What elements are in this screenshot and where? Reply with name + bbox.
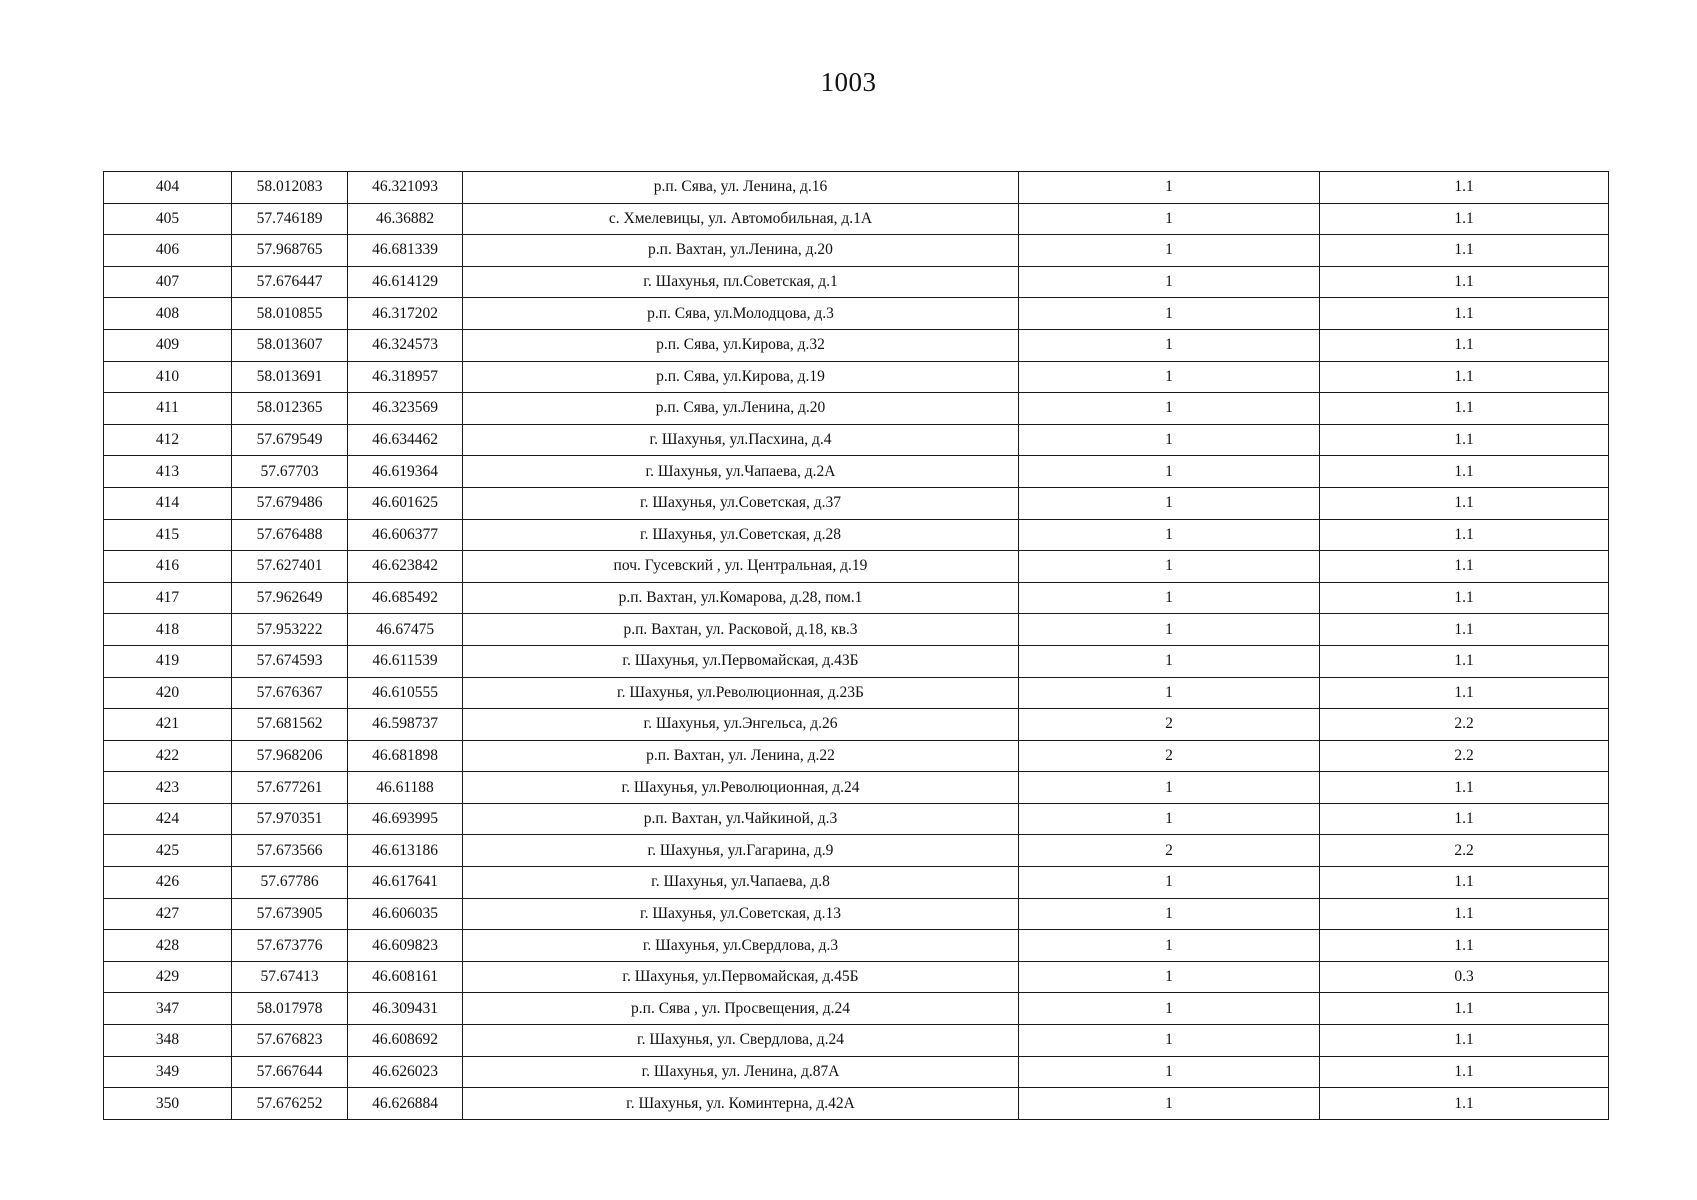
quantity-cell: 1 (1019, 519, 1320, 551)
volume-cell: 1.1 (1320, 235, 1609, 267)
quantity-cell: 1 (1019, 393, 1320, 425)
volume-cell: 1.1 (1320, 614, 1609, 646)
latitude-cell: 58.013691 (232, 361, 348, 393)
address-cell: г. Шахунья, ул. Свердлова, д.24 (463, 1025, 1019, 1057)
table-row (104, 393, 1609, 425)
latitude-cell: 57.673566 (232, 835, 348, 867)
quantity-cell: 1 (1019, 1088, 1320, 1120)
address-cell: г. Шахунья, ул. Коминтерна, д.42А (463, 1088, 1019, 1120)
latitude-cell: 57.676488 (232, 519, 348, 551)
quantity-cell: 1 (1019, 898, 1320, 930)
table-row (104, 740, 1609, 772)
longitude-cell: 46.608161 (348, 961, 463, 993)
row-number-cell: 405 (104, 203, 232, 235)
quantity-cell: 2 (1019, 740, 1320, 772)
row-number-cell: 421 (104, 709, 232, 741)
address-cell: г. Шахунья, ул.Чапаева, д.8 (463, 867, 1019, 899)
latitude-cell: 57.746189 (232, 203, 348, 235)
volume-cell: 1.1 (1320, 329, 1609, 361)
quantity-cell: 1 (1019, 203, 1320, 235)
latitude-cell: 58.017978 (232, 993, 348, 1025)
longitude-cell: 46.626023 (348, 1056, 463, 1088)
longitude-cell: 46.598737 (348, 709, 463, 741)
longitude-cell: 46.324573 (348, 329, 463, 361)
row-number-cell: 347 (104, 993, 232, 1025)
address-cell: р.п. Сява, ул.Кирова, д.32 (463, 329, 1019, 361)
table-row (104, 867, 1609, 899)
table-row (104, 487, 1609, 519)
quantity-cell: 1 (1019, 172, 1320, 204)
row-number-cell: 408 (104, 298, 232, 330)
row-number-cell: 418 (104, 614, 232, 646)
row-number-cell: 419 (104, 645, 232, 677)
volume-cell: 1.1 (1320, 772, 1609, 804)
table-row (104, 993, 1609, 1025)
volume-cell: 1.1 (1320, 172, 1609, 204)
table-row (104, 424, 1609, 456)
latitude-cell: 58.013607 (232, 329, 348, 361)
table-row (104, 298, 1609, 330)
volume-cell: 0.3 (1320, 961, 1609, 993)
table-row (104, 930, 1609, 962)
row-number-cell: 429 (104, 961, 232, 993)
table-row (104, 235, 1609, 267)
row-number-cell: 410 (104, 361, 232, 393)
longitude-cell: 46.685492 (348, 582, 463, 614)
volume-cell: 1.1 (1320, 393, 1609, 425)
latitude-cell: 57.968206 (232, 740, 348, 772)
volume-cell: 1.1 (1320, 203, 1609, 235)
quantity-cell: 1 (1019, 424, 1320, 456)
volume-cell: 1.1 (1320, 266, 1609, 298)
table-row (104, 961, 1609, 993)
quantity-cell: 2 (1019, 835, 1320, 867)
quantity-cell: 1 (1019, 614, 1320, 646)
table-body (104, 172, 1609, 1120)
latitude-cell: 57.676252 (232, 1088, 348, 1120)
volume-cell: 2.2 (1320, 835, 1609, 867)
longitude-cell: 46.634462 (348, 424, 463, 456)
latitude-cell: 57.679486 (232, 487, 348, 519)
row-number-cell: 416 (104, 551, 232, 583)
quantity-cell: 1 (1019, 361, 1320, 393)
volume-cell: 1.1 (1320, 898, 1609, 930)
address-cell: г. Шахунья, ул.Первомайская, д.43Б (463, 645, 1019, 677)
address-cell: г. Шахунья, ул.Гагарина, д.9 (463, 835, 1019, 867)
volume-cell: 1.1 (1320, 361, 1609, 393)
table-row (104, 1056, 1609, 1088)
address-cell: р.п. Вахтан, ул. Ленина, д.22 (463, 740, 1019, 772)
quantity-cell: 1 (1019, 645, 1320, 677)
row-number-cell: 406 (104, 235, 232, 267)
latitude-cell: 57.970351 (232, 803, 348, 835)
latitude-cell: 57.679549 (232, 424, 348, 456)
address-cell: г. Шахунья, ул.Пасхина, д.4 (463, 424, 1019, 456)
address-cell: р.п. Вахтан, ул.Чайкиной, д.3 (463, 803, 1019, 835)
volume-cell: 1.1 (1320, 424, 1609, 456)
address-cell: г. Шахунья, ул.Революционная, д.23Б (463, 677, 1019, 709)
address-cell: р.п. Вахтан, ул. Расковой, д.18, кв.3 (463, 614, 1019, 646)
address-cell: г. Шахунья, ул.Чапаева, д.2А (463, 456, 1019, 488)
longitude-cell: 46.606035 (348, 898, 463, 930)
longitude-cell: 46.36882 (348, 203, 463, 235)
table-row (104, 456, 1609, 488)
longitude-cell: 46.317202 (348, 298, 463, 330)
latitude-cell: 57.673776 (232, 930, 348, 962)
volume-cell: 1.1 (1320, 677, 1609, 709)
address-cell: г. Шахунья, ул.Революционная, д.24 (463, 772, 1019, 804)
address-cell: г. Шахунья, ул.Свердлова, д.3 (463, 930, 1019, 962)
address-cell: г. Шахунья, ул. Ленина, д.87А (463, 1056, 1019, 1088)
table-row (104, 709, 1609, 741)
quantity-cell: 1 (1019, 961, 1320, 993)
row-number-cell: 424 (104, 803, 232, 835)
longitude-cell: 46.606377 (348, 519, 463, 551)
latitude-cell: 57.674593 (232, 645, 348, 677)
volume-cell: 1.1 (1320, 645, 1609, 677)
longitude-cell: 46.309431 (348, 993, 463, 1025)
table-row (104, 361, 1609, 393)
table-row (104, 614, 1609, 646)
table-row (104, 172, 1609, 204)
quantity-cell: 1 (1019, 677, 1320, 709)
volume-cell: 1.1 (1320, 1056, 1609, 1088)
address-cell: р.п. Сява, ул.Кирова, д.19 (463, 361, 1019, 393)
longitude-cell: 46.67475 (348, 614, 463, 646)
longitude-cell: 46.626884 (348, 1088, 463, 1120)
longitude-cell: 46.601625 (348, 487, 463, 519)
latitude-cell: 57.673905 (232, 898, 348, 930)
latitude-cell: 58.010855 (232, 298, 348, 330)
address-cell: г. Шахунья, ул.Советская, д.28 (463, 519, 1019, 551)
table-row (104, 803, 1609, 835)
page-number: 1003 (820, 67, 877, 97)
longitude-cell: 46.681339 (348, 235, 463, 267)
address-cell: г. Шахунья, ул.Первомайская, д.45Б (463, 961, 1019, 993)
table-row (104, 582, 1609, 614)
quantity-cell: 1 (1019, 329, 1320, 361)
longitude-cell: 46.681898 (348, 740, 463, 772)
volume-cell: 1.1 (1320, 1025, 1609, 1057)
volume-cell: 1.1 (1320, 456, 1609, 488)
row-number-cell: 422 (104, 740, 232, 772)
address-cell: р.п. Вахтан, ул.Ленина, д.20 (463, 235, 1019, 267)
table-row (104, 551, 1609, 583)
latitude-cell: 57.962649 (232, 582, 348, 614)
quantity-cell: 1 (1019, 803, 1320, 835)
table-row (104, 898, 1609, 930)
address-cell: р.п. Вахтан, ул.Комарова, д.28, пом.1 (463, 582, 1019, 614)
latitude-cell: 57.953222 (232, 614, 348, 646)
latitude-cell: 57.681562 (232, 709, 348, 741)
quantity-cell: 1 (1019, 456, 1320, 488)
row-number-cell: 415 (104, 519, 232, 551)
volume-cell: 1.1 (1320, 803, 1609, 835)
address-cell: г. Шахунья, пл.Советская, д.1 (463, 266, 1019, 298)
table-row (104, 1025, 1609, 1057)
longitude-cell: 46.608692 (348, 1025, 463, 1057)
latitude-cell: 57.968765 (232, 235, 348, 267)
latitude-cell: 58.012083 (232, 172, 348, 204)
latitude-cell: 57.676447 (232, 266, 348, 298)
quantity-cell: 1 (1019, 867, 1320, 899)
longitude-cell: 46.617641 (348, 867, 463, 899)
table-row (104, 203, 1609, 235)
volume-cell: 1.1 (1320, 519, 1609, 551)
address-cell: р.п. Сява, ул. Ленина, д.16 (463, 172, 1019, 204)
latitude-cell: 57.676823 (232, 1025, 348, 1057)
volume-cell: 1.1 (1320, 551, 1609, 583)
quantity-cell: 1 (1019, 266, 1320, 298)
latitude-cell: 58.012365 (232, 393, 348, 425)
longitude-cell: 46.619364 (348, 456, 463, 488)
volume-cell: 2.2 (1320, 709, 1609, 741)
row-number-cell: 414 (104, 487, 232, 519)
table-row (104, 677, 1609, 709)
table-row (104, 519, 1609, 551)
volume-cell: 1.1 (1320, 867, 1609, 899)
longitude-cell: 46.693995 (348, 803, 463, 835)
table-row (104, 835, 1609, 867)
row-number-cell: 413 (104, 456, 232, 488)
address-cell: р.п. Сява, ул.Молодцова, д.3 (463, 298, 1019, 330)
table-row (104, 772, 1609, 804)
quantity-cell: 1 (1019, 298, 1320, 330)
table-row (104, 645, 1609, 677)
longitude-cell: 46.61188 (348, 772, 463, 804)
row-number-cell: 417 (104, 582, 232, 614)
quantity-cell: 1 (1019, 582, 1320, 614)
longitude-cell: 46.318957 (348, 361, 463, 393)
address-cell: поч. Гусевский , ул. Центральная, д.19 (463, 551, 1019, 583)
row-number-cell: 420 (104, 677, 232, 709)
volume-cell: 1.1 (1320, 993, 1609, 1025)
longitude-cell: 46.614129 (348, 266, 463, 298)
address-cell: г. Шахунья, ул.Энгельса, д.26 (463, 709, 1019, 741)
data-table (103, 171, 1609, 1120)
row-number-cell: 427 (104, 898, 232, 930)
address-cell: г. Шахунья, ул.Советская, д.13 (463, 898, 1019, 930)
latitude-cell: 57.677261 (232, 772, 348, 804)
row-number-cell: 412 (104, 424, 232, 456)
address-cell: с. Хмелевицы, ул. Автомобильная, д.1А (463, 203, 1019, 235)
quantity-cell: 1 (1019, 1025, 1320, 1057)
address-cell: р.п. Сява , ул. Просвещения, д.24 (463, 993, 1019, 1025)
volume-cell: 1.1 (1320, 1088, 1609, 1120)
longitude-cell: 46.610555 (348, 677, 463, 709)
latitude-cell: 57.67786 (232, 867, 348, 899)
volume-cell: 1.1 (1320, 298, 1609, 330)
table-row (104, 329, 1609, 361)
volume-cell: 1.1 (1320, 487, 1609, 519)
row-number-cell: 349 (104, 1056, 232, 1088)
row-number-cell: 411 (104, 393, 232, 425)
table-row (104, 266, 1609, 298)
latitude-cell: 57.67703 (232, 456, 348, 488)
table-row (104, 1088, 1609, 1120)
longitude-cell: 46.323569 (348, 393, 463, 425)
volume-cell: 1.1 (1320, 930, 1609, 962)
latitude-cell: 57.676367 (232, 677, 348, 709)
volume-cell: 1.1 (1320, 582, 1609, 614)
quantity-cell: 1 (1019, 993, 1320, 1025)
quantity-cell: 1 (1019, 772, 1320, 804)
latitude-cell: 57.67413 (232, 961, 348, 993)
row-number-cell: 425 (104, 835, 232, 867)
quantity-cell: 1 (1019, 487, 1320, 519)
row-number-cell: 348 (104, 1025, 232, 1057)
row-number-cell: 428 (104, 930, 232, 962)
quantity-cell: 1 (1019, 551, 1320, 583)
longitude-cell: 46.611539 (348, 645, 463, 677)
quantity-cell: 1 (1019, 1056, 1320, 1088)
row-number-cell: 407 (104, 266, 232, 298)
longitude-cell: 46.613186 (348, 835, 463, 867)
address-cell: г. Шахунья, ул.Советская, д.37 (463, 487, 1019, 519)
row-number-cell: 423 (104, 772, 232, 804)
longitude-cell: 46.623842 (348, 551, 463, 583)
longitude-cell: 46.609823 (348, 930, 463, 962)
address-cell: р.п. Сява, ул.Ленина, д.20 (463, 393, 1019, 425)
latitude-cell: 57.627401 (232, 551, 348, 583)
row-number-cell: 426 (104, 867, 232, 899)
row-number-cell: 404 (104, 172, 232, 204)
longitude-cell: 46.321093 (348, 172, 463, 204)
row-number-cell: 350 (104, 1088, 232, 1120)
quantity-cell: 2 (1019, 709, 1320, 741)
volume-cell: 2.2 (1320, 740, 1609, 772)
quantity-cell: 1 (1019, 235, 1320, 267)
latitude-cell: 57.667644 (232, 1056, 348, 1088)
row-number-cell: 409 (104, 329, 232, 361)
quantity-cell: 1 (1019, 930, 1320, 962)
